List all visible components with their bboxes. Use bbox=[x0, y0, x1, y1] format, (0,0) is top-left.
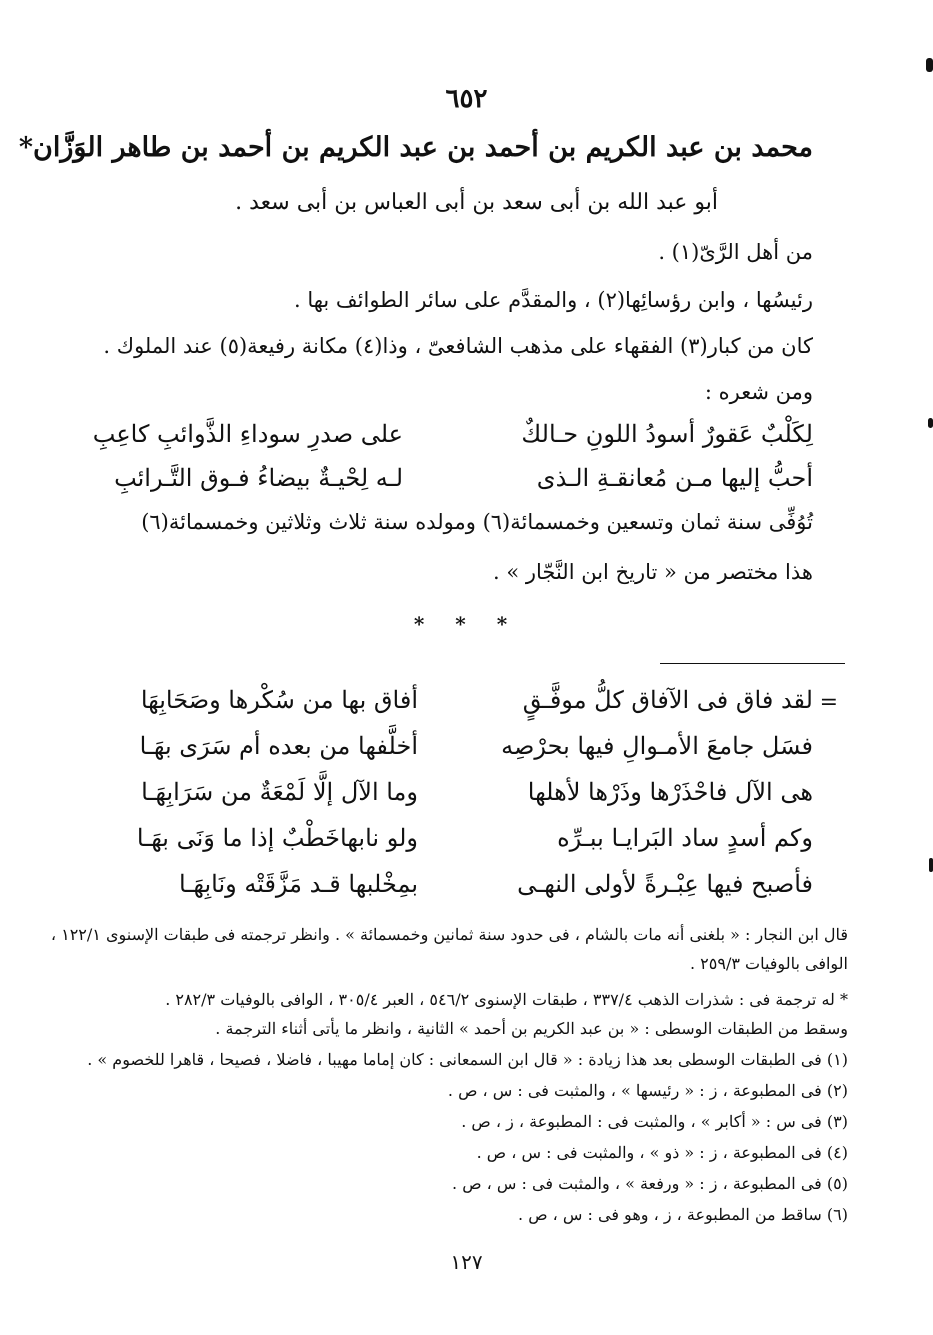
continuation-mark: = bbox=[819, 690, 838, 715]
page-number: ٦٥٢ bbox=[445, 84, 488, 114]
footnote-line: (٤) فى المطبوعة ، ز : « ذو » ، والمثبت فى : س ، ص . bbox=[476, 1143, 848, 1162]
scan-mark bbox=[929, 858, 933, 872]
body-line: رئيسُها ، وابن رؤسائِها(٢) ، والمقدَّم على سائر الطوائف بها . bbox=[293, 288, 813, 312]
entry-title: محمد بن عبد الكريم بن أحمد بن عبد الكريم بن أحمد بن طاهر الوَزَّان* bbox=[18, 132, 813, 163]
footnote-line: * له ترجمة فى : شذرات الذهب ٣٣٧/٤ ، طبقات الإسنوى ٥٤٦/٢ ، العبر ٣٠٥/٤ ، الوافى بالوفيات ٢٨٢/٣ . bbox=[165, 990, 848, 1009]
footnote-verse-first: فأصبح فيها عِبْـرةً لأولى النهـى bbox=[517, 870, 813, 898]
scan-mark bbox=[928, 418, 933, 428]
footnote-line: قال ابن النجار : « بلغنى أنه مات بالشام ، فى حدود سنة ثمانين وخمسمائة » . وانظر ترجمته فى طبقات الإسنوى ١٢٢/١ ، bbox=[50, 925, 848, 944]
footnote-verse-first: هى الآل فاحْذَرْها وذَرْها لأهلها bbox=[527, 778, 813, 806]
verse-first-hemistich: لِكَلْبٌ عَقورٌ أسودُ اللونِ حـالكٌ bbox=[521, 420, 813, 448]
verse-first-hemistich: أحبُّ إليها مـن مُعانقـةِ الـذى bbox=[536, 464, 813, 492]
footnote-line: الوافى بالوفيات ٢٥٩/٣ . bbox=[689, 954, 848, 973]
entry-kunya: أبو عبد الله بن أبى سعد بن أبى العباس بن أبى سعد . bbox=[235, 190, 718, 215]
footnote-line: (٦) ساقط من المطبوعة ، ز ، وهو فى : س ، ص . bbox=[518, 1205, 848, 1224]
footnote-verse-second: بمِخْلبها قـد مَزَّقَتْه ونَابِهَـا bbox=[179, 870, 418, 898]
footnote-verse-second: أفاق بها من سُكْرها وصَحَابِهَا bbox=[140, 686, 418, 714]
verse-second-hemistich: لـه لِحْيـةٌ بيضاءُ فـوق التَّـرائبِ bbox=[114, 464, 403, 492]
body-line: ومن شعره : bbox=[704, 380, 813, 404]
footnote-line: (٥) فى المطبوعة ، ز : « ورفعة » ، والمثبت فى : س ، ص . bbox=[452, 1174, 848, 1193]
footnote-line: (١) فى الطبقات الوسطى بعد هذا زيادة : « قال ابن السمعانى : كان إماما مهيبا ، فاضلا ، فصيحا ، قاهرا للخصوم » . bbox=[87, 1050, 848, 1069]
footnote-verse-first: وكم أسدٍ ساد البَرايـا ببـرِّه bbox=[557, 824, 813, 852]
footnote-verse-second: أخلَّفها من بعده أم سَرَى بهَـا bbox=[139, 732, 418, 760]
footnote-verse-first: لقد فاق فى الآفاق كلُّ موفَّـقٍ bbox=[522, 686, 813, 714]
body-line: تُوُفِّى سنة ثمان وتسعين وخمسمائة(٦) ومولده سنة ثلاث وثلاثين وخمسمائة(٦) bbox=[141, 510, 813, 534]
footnote-verse-first: فسَل جامعَ الأمـوالِ فيها بحرْصِه bbox=[501, 732, 813, 760]
body-line: من أهل الرَّىّ(١) . bbox=[658, 240, 813, 264]
body-line: هذا مختصر من « تاريخ ابن النَّجّار » . bbox=[493, 560, 813, 584]
footnote-line: وسقط من الطبقات الوسطى : « بن عبد الكريم بن أحمد » الثانية ، وانظر ما يأتى أثناء الترجمة . bbox=[215, 1019, 848, 1038]
scan-mark bbox=[926, 58, 933, 72]
footnote-line: (٣) فى س : « أكابر » ، والمثبت فى : المطبوعة ، ز ، ص . bbox=[461, 1112, 848, 1131]
verse-second-hemistich: على صدرِ سوداءِ الذَّوائبِ كاعِبِ bbox=[92, 420, 403, 448]
footnote-verse-second: وما الآل إلَّا لَمْعَةٌ من سَرَابِهَـا bbox=[141, 778, 418, 806]
footnote-rule bbox=[660, 663, 845, 664]
footnote-line: (٢) فى المطبوعة ، ز : « رئيسها » ، والمثبت فى : س ، ص . bbox=[447, 1081, 848, 1100]
footnote-verse-second: ولو نابهاخَطْبٌ إذا ما وَنَى بهَـا bbox=[136, 824, 418, 852]
folio-number: ١٢٧ bbox=[450, 1250, 483, 1274]
body-line: كان من كبار(٣) الفقهاء على مذهب الشافعىّ ، وذا(٤) مكانة رفيعة(٥) عند الملوك . bbox=[103, 334, 813, 358]
section-separator: * * * bbox=[413, 612, 520, 636]
